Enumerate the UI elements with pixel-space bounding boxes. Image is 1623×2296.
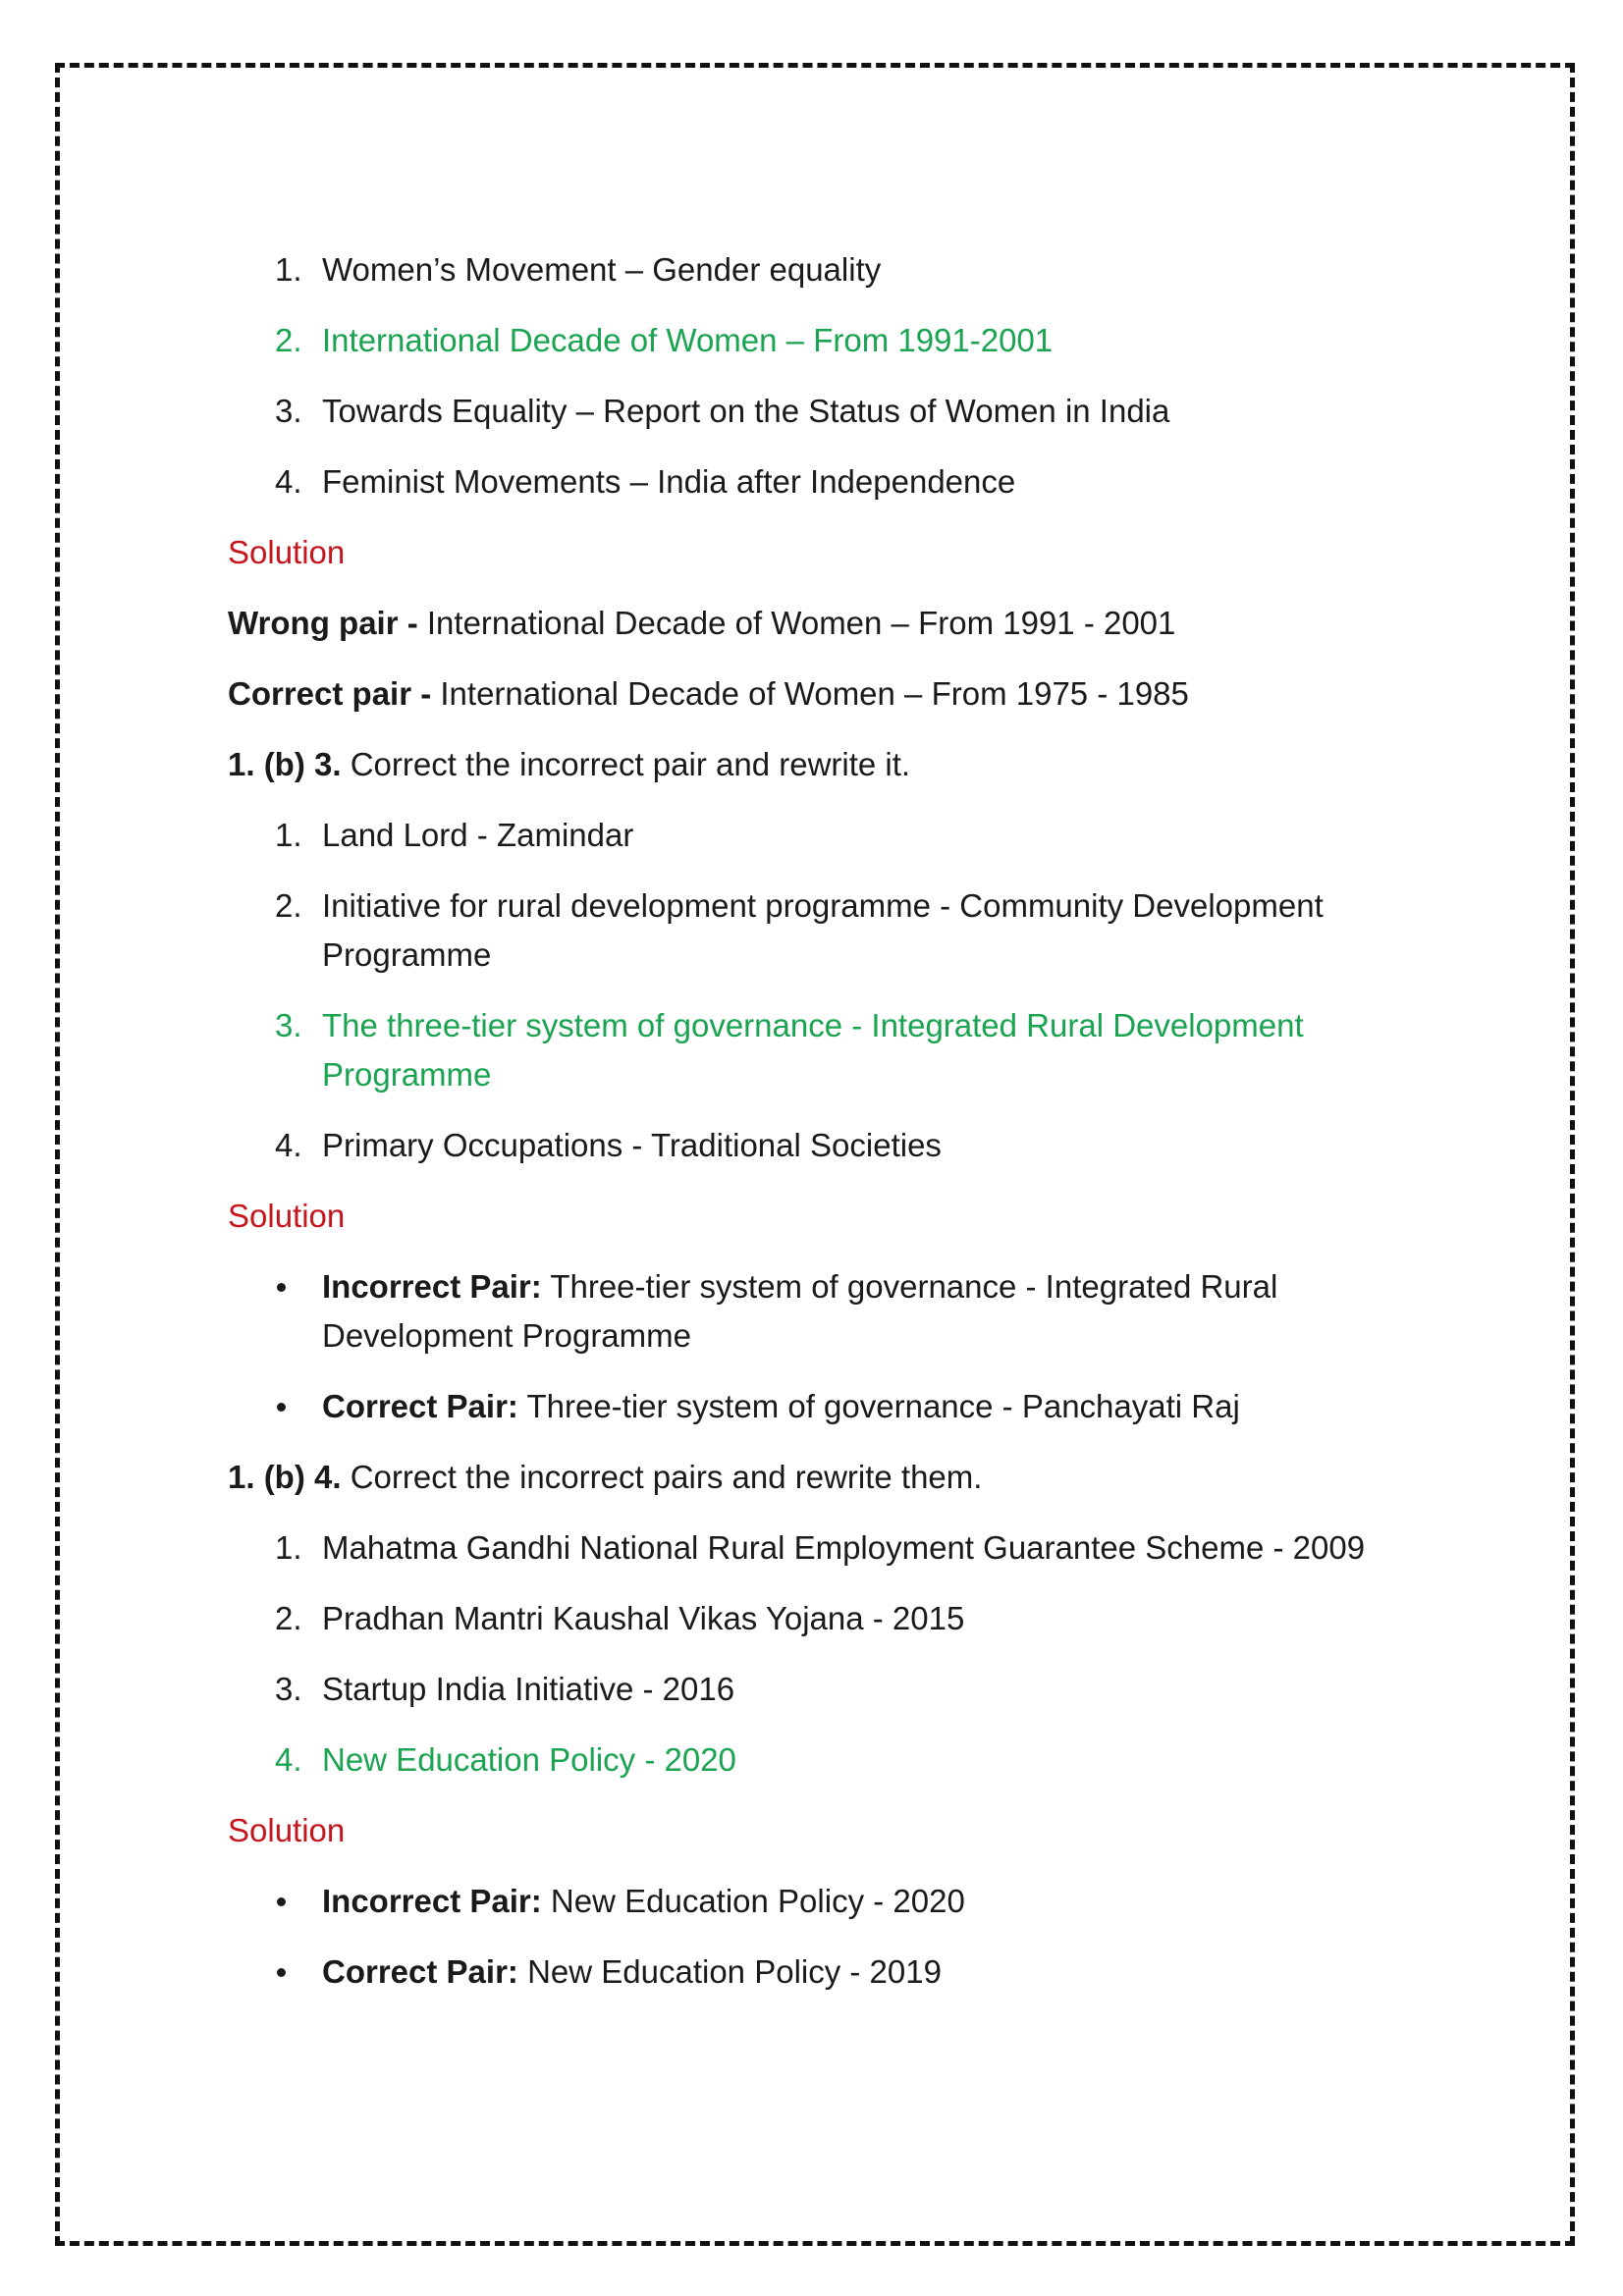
correct-pair-label: Correct pair -: [228, 675, 432, 712]
correct-pair-label: Correct Pair:: [322, 1388, 518, 1424]
wrong-pair-line: [228, 599, 1455, 648]
correct-pair-label: Correct Pair:: [322, 1953, 518, 1990]
question-heading: [228, 740, 1455, 789]
list-number: 1.: [275, 1529, 302, 1566]
list-number: 2.: [275, 1600, 302, 1636]
wrong-pair-text: International Decade of Women – From 1991 - 2001: [417, 605, 1176, 641]
list-number: 3.: [275, 1007, 302, 1043]
list-number: 3.: [275, 393, 302, 429]
correct-pair-text: New Education Policy - 2019: [517, 1953, 942, 1990]
list-item: [228, 1665, 1455, 1714]
list-item-text: The three-tier system of governance - Integrated Rural Development Programme: [322, 1007, 1304, 1093]
question-number: 1. (b) 4.: [228, 1459, 342, 1495]
list-number: 2.: [275, 322, 302, 358]
list-item-text: New Education Policy - 2020: [322, 1741, 736, 1778]
question-number: 1. (b) 3.: [228, 746, 342, 782]
correct-pair-text: Three-tier system of governance - Panchayati Raj: [517, 1388, 1240, 1424]
list-item: [228, 811, 1455, 860]
pair-list-women: [228, 245, 1455, 507]
solution-heading: Solution: [228, 1812, 346, 1848]
pair-list-schemes: [228, 1523, 1455, 1785]
list-item-highlighted: [228, 1001, 1455, 1099]
list-item: [228, 881, 1455, 980]
wrong-pair-label: Wrong pair -: [228, 605, 418, 641]
bullet-item: [228, 1948, 1455, 1997]
bullet-item: [228, 1262, 1455, 1361]
list-item: [228, 1523, 1455, 1573]
bullet-icon: [228, 1948, 322, 1997]
list-item: [228, 245, 1455, 294]
list-item-text: Land Lord - Zamindar: [322, 817, 634, 853]
list-item-text: Feminist Movements – India after Independence: [322, 463, 1016, 500]
list-item-highlighted: [228, 316, 1455, 365]
list-item-text: Women’s Movement – Gender equality: [322, 251, 882, 288]
incorrect-pair-label: Incorrect Pair:: [322, 1268, 542, 1305]
bullet-icon: [228, 1877, 322, 1926]
document-content: [228, 245, 1455, 2018]
list-item-text: Mahatma Gandhi National Rural Employment Guarantee Scheme - 2009: [322, 1529, 1366, 1566]
incorrect-pair-label: Incorrect Pair:: [322, 1883, 542, 1919]
solution-heading: Solution: [228, 534, 346, 570]
correct-pair-text: International Decade of Women – From 1975 - 1985: [431, 675, 1189, 712]
list-item-text: Initiative for rural development programme - Community Development Programme: [322, 887, 1324, 973]
bullet-item: [228, 1382, 1455, 1431]
list-number: 4.: [275, 1127, 302, 1163]
list-item-highlighted: [228, 1735, 1455, 1785]
list-number: 1.: [275, 817, 302, 853]
bullet-icon: [228, 1382, 322, 1431]
incorrect-pair-text: Three-tier system of governance - Integrated Rural Development Programme: [322, 1268, 1278, 1354]
question-text: Correct the incorrect pairs and rewrite them.: [341, 1459, 983, 1495]
incorrect-pair-text: New Education Policy - 2020: [541, 1883, 965, 1919]
list-number: 2.: [275, 887, 302, 924]
list-item-text: International Decade of Women – From 1991-2001: [322, 322, 1054, 358]
list-number: 4.: [275, 1741, 302, 1778]
list-item: [228, 457, 1455, 507]
list-number: 3.: [275, 1671, 302, 1707]
list-number: 4.: [275, 463, 302, 500]
list-item: [228, 1594, 1455, 1643]
correct-pair-line: [228, 669, 1455, 719]
list-item-text: Towards Equality – Report on the Status of Women in India: [322, 393, 1170, 429]
pair-list-rural: [228, 811, 1455, 1170]
list-item-text: Startup India Initiative - 2016: [322, 1671, 735, 1707]
list-item: [228, 1121, 1455, 1170]
list-item-text: Primary Occupations - Traditional Societies: [322, 1127, 942, 1163]
list-number: 1.: [275, 251, 302, 288]
bullet-item: [228, 1877, 1455, 1926]
question-text: Correct the incorrect pair and rewrite it.: [341, 746, 911, 782]
list-item-text: Pradhan Mantri Kaushal Vikas Yojana - 2015: [322, 1600, 965, 1636]
question-heading: [228, 1453, 1455, 1502]
bullet-icon: [228, 1262, 322, 1361]
solution-heading: Solution: [228, 1198, 346, 1234]
list-item: [228, 387, 1455, 436]
